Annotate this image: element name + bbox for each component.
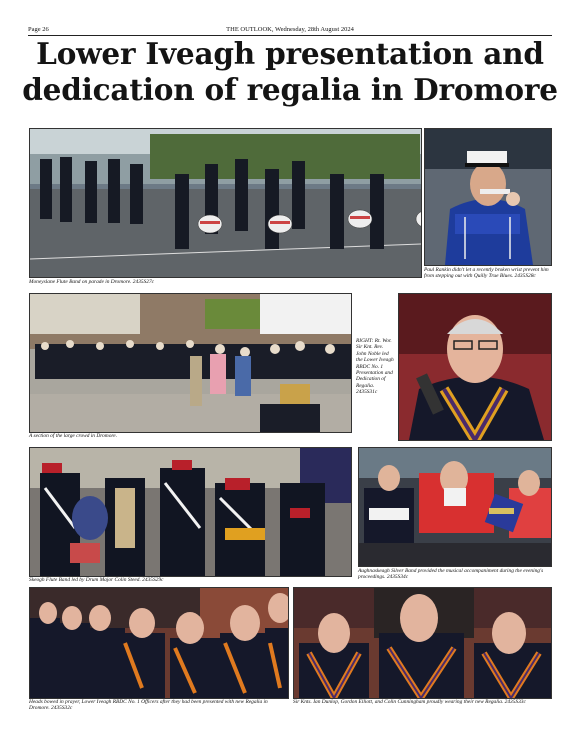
- crowd-photo: [29, 293, 352, 433]
- headline: Lower Iveagh presentation and dedication of regalia in Dromore: [22, 36, 558, 107]
- crowd-caption: A section of the large crowd in Dromore.: [29, 433, 118, 439]
- flute-caption: Paul Rankin didn't let a recently broken wrist prevent him from stepping out with Quilly True Blues. 2435S28c: [424, 267, 549, 280]
- masthead: THE OUTLOOK, Wednesday, 28th August 2024: [226, 26, 354, 33]
- knights-caption: Sir Knts. Ian Dunlop, Gordon Elliott, and Colin Cunningham proudly wearing their new Regalia. 2435S33c: [293, 699, 526, 705]
- drum-major-caption: Skeogh Flute Band led by Drum Major Colin Steed. 2435S29c: [29, 577, 164, 583]
- speaker-photo: [398, 293, 552, 441]
- parade-caption: Moneyslane Flute Band on parade in Dromore. 2435S27c: [29, 279, 155, 285]
- dedication-caption: RIGHT: Rt. Wor. Sir Knt. Rev. John Noble led the Lower Iveagh RBDC No. 1 Presentation and Dedication of Regalia. 2435S31c: [356, 338, 394, 396]
- parade-photo: [29, 128, 422, 278]
- knights-photo: [293, 587, 552, 699]
- drum-major-photo: [29, 447, 352, 577]
- silver-band-photo: [358, 447, 552, 567]
- flute-player-photo: [424, 128, 552, 266]
- prayer-photo: [29, 587, 289, 699]
- prayer-caption: Heads bowed in prayer, Lower Iveagh RBDC No. 1 Officers after they had been presented with new Regalia in Dromore. 2435S32c: [29, 699, 268, 712]
- page-number: Page 26: [28, 26, 49, 33]
- silver-band-caption: Aughnaskeagh Silver Band provided the musical accompaniment during the evening's proceedings. 2435S34c: [358, 568, 544, 581]
